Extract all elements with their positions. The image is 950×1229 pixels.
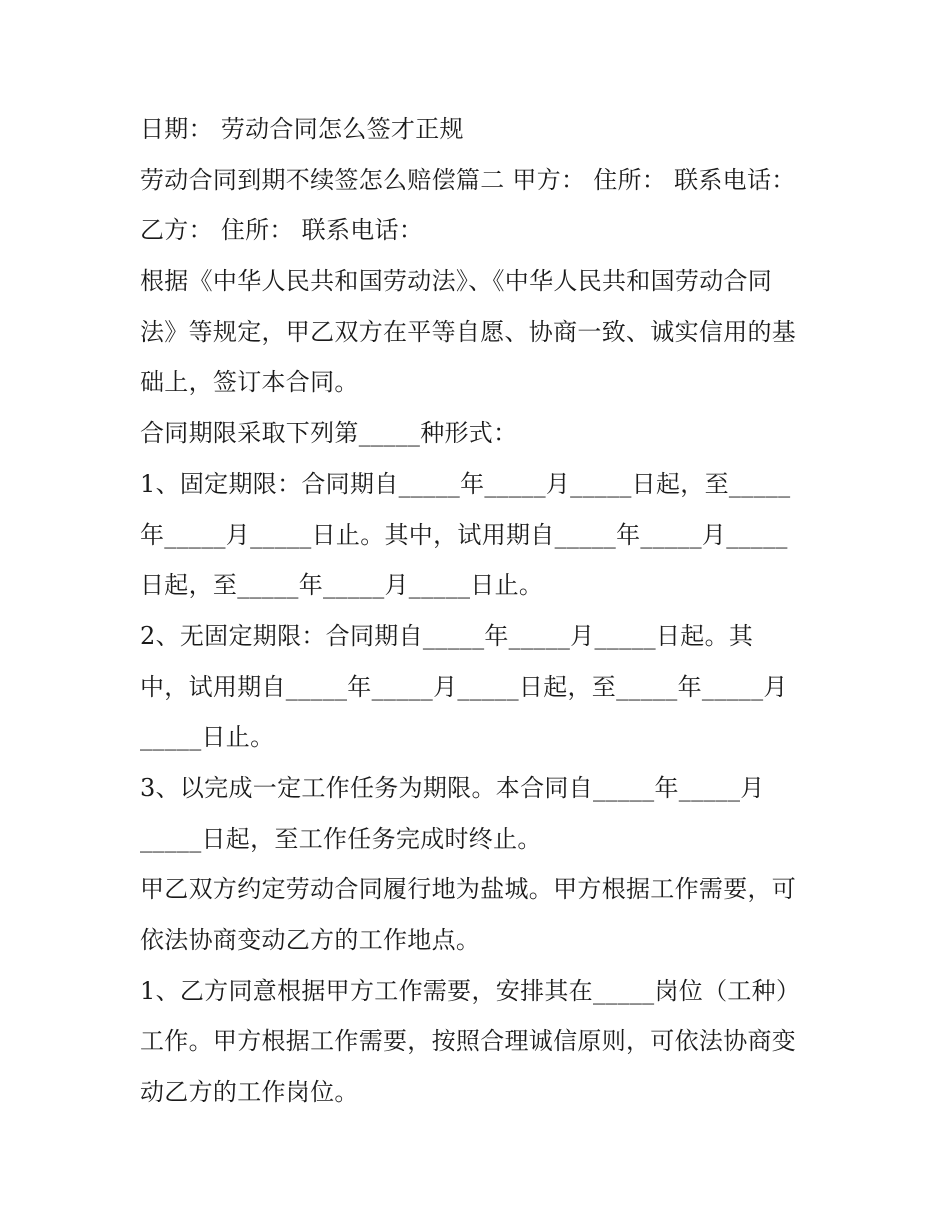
text-line: 根据《中华人民共和国劳动法》、《中华人民共和国劳动合同: [140, 267, 773, 296]
text-line: 础上，签订本合同。: [140, 368, 359, 397]
text-line: 年_____月_____日止。其中，试用期自_____年_____月_____: [140, 520, 788, 549]
text-line: 动乙方的工作岗位。: [140, 1078, 359, 1107]
non-fixed-term-line: 2、无固定期限：合同期自_____年_____月_____日起。其: [140, 621, 754, 650]
contract-term-line: 合同期限采取下列第_____种形式：: [140, 419, 518, 448]
party-a-line: 劳动合同到期不续签怎么赔偿篇二 甲方： 住所： 联系电话：: [140, 165, 796, 194]
job-position-line: 1、乙方同意根据甲方工作需要，安排其在_____岗位（工种）: [140, 976, 801, 1005]
text-line: 法》等规定，甲乙双方在平等自愿、协商一致、诚实信用的基: [140, 317, 797, 346]
fixed-term-line: 1、固定期限：合同期自_____年_____月_____日起，至_____: [140, 469, 791, 498]
work-location-line: 甲乙双方约定劳动合同履行地为盐城。甲方根据工作需要，可: [140, 875, 797, 904]
text-line: 工作。甲方根据工作需要，按照合理诚信原则，可依法协商变: [140, 1027, 797, 1056]
task-term-line: 3、以完成一定工作任务为期限。本合同自_____年_____月: [140, 773, 765, 802]
text-line: 依法协商变动乙方的工作地点。: [140, 926, 481, 954]
text-line: _____日起，至工作任务完成时终止。: [140, 824, 542, 853]
document-body: [140, 104, 820, 1118]
text-line: 日起，至_____年_____月_____日止。: [140, 571, 544, 600]
party-b-line: 乙方： 住所： 联系电话：: [140, 216, 424, 245]
text-line: 中，试用期自_____年_____月_____日起，至_____年_____月: [140, 672, 788, 701]
text-line: _____日止。: [140, 723, 275, 752]
date-line: 日期： 劳动合同怎么签才正规: [140, 115, 464, 143]
